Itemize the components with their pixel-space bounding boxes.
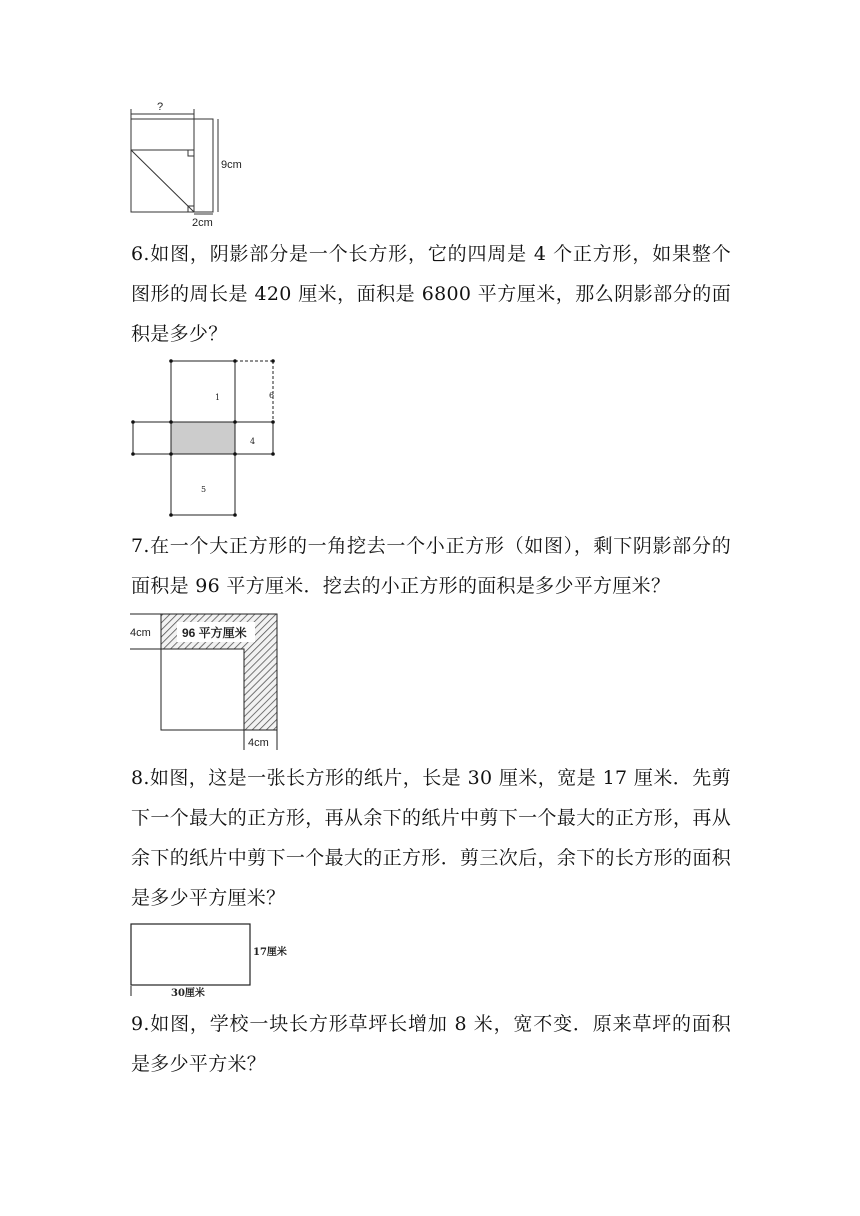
label-30cm: 30厘米 <box>171 988 205 998</box>
question-8-figure <box>126 918 302 998</box>
question-6-figure <box>128 356 280 522</box>
label-6: 6 <box>269 391 275 400</box>
label-4cm-left: 4cm <box>130 627 151 639</box>
left-square <box>133 422 171 454</box>
question-6-text: 6.如图，阴影部分是一个长方形，它的四周是 4 个正方形，如果整个图形的周长是 420 厘米，面积是 6800 平方厘米，那么阴影部分的面积是多少？ <box>131 243 731 345</box>
question-7-figure <box>128 606 284 752</box>
label-4cm-bottom: 4cm <box>248 737 269 749</box>
triangle-hypotenuse <box>131 150 194 212</box>
label-1: 1 <box>215 393 221 402</box>
top-square <box>171 361 235 422</box>
shaded-rectangle <box>171 422 235 454</box>
label-5: 5 <box>201 485 207 494</box>
label-question-mark: ? <box>157 101 164 113</box>
question-8-text: 8.如图，这是一张长方形的纸片，长是 30 厘米，宽是 17 厘米．先剪下一个最大的正方形，再从余下的纸片中剪下一个最大的正方形，再从余下的纸片中剪下一个最大的正方形．剪三次后，余下的长方形的面积是多少平方厘米？ <box>131 767 731 909</box>
label-4: 4 <box>250 437 256 446</box>
question-7-text: 7.在一个大正方形的一角挖去一个小正方形（如图），剩下阴影部分的面积是 96 平方厘米．挖去的小正方形的面积是多少平方厘米？ <box>131 535 731 597</box>
paper-rectangle <box>131 924 250 985</box>
question-5-figure <box>120 98 260 230</box>
outer-rectangle <box>131 119 213 212</box>
label-17cm: 17厘米 <box>253 947 287 958</box>
label-96-area: 96 平方厘米 <box>182 626 247 640</box>
remaining-square <box>161 649 244 730</box>
question-9-text: 9.如图，学校一块长方形草坪长增加 8 米，宽不变．原来草坪的面积是多少平方米？ <box>131 1013 731 1075</box>
label-2cm: 2cm <box>192 217 213 229</box>
label-9cm: 9cm <box>221 159 242 171</box>
